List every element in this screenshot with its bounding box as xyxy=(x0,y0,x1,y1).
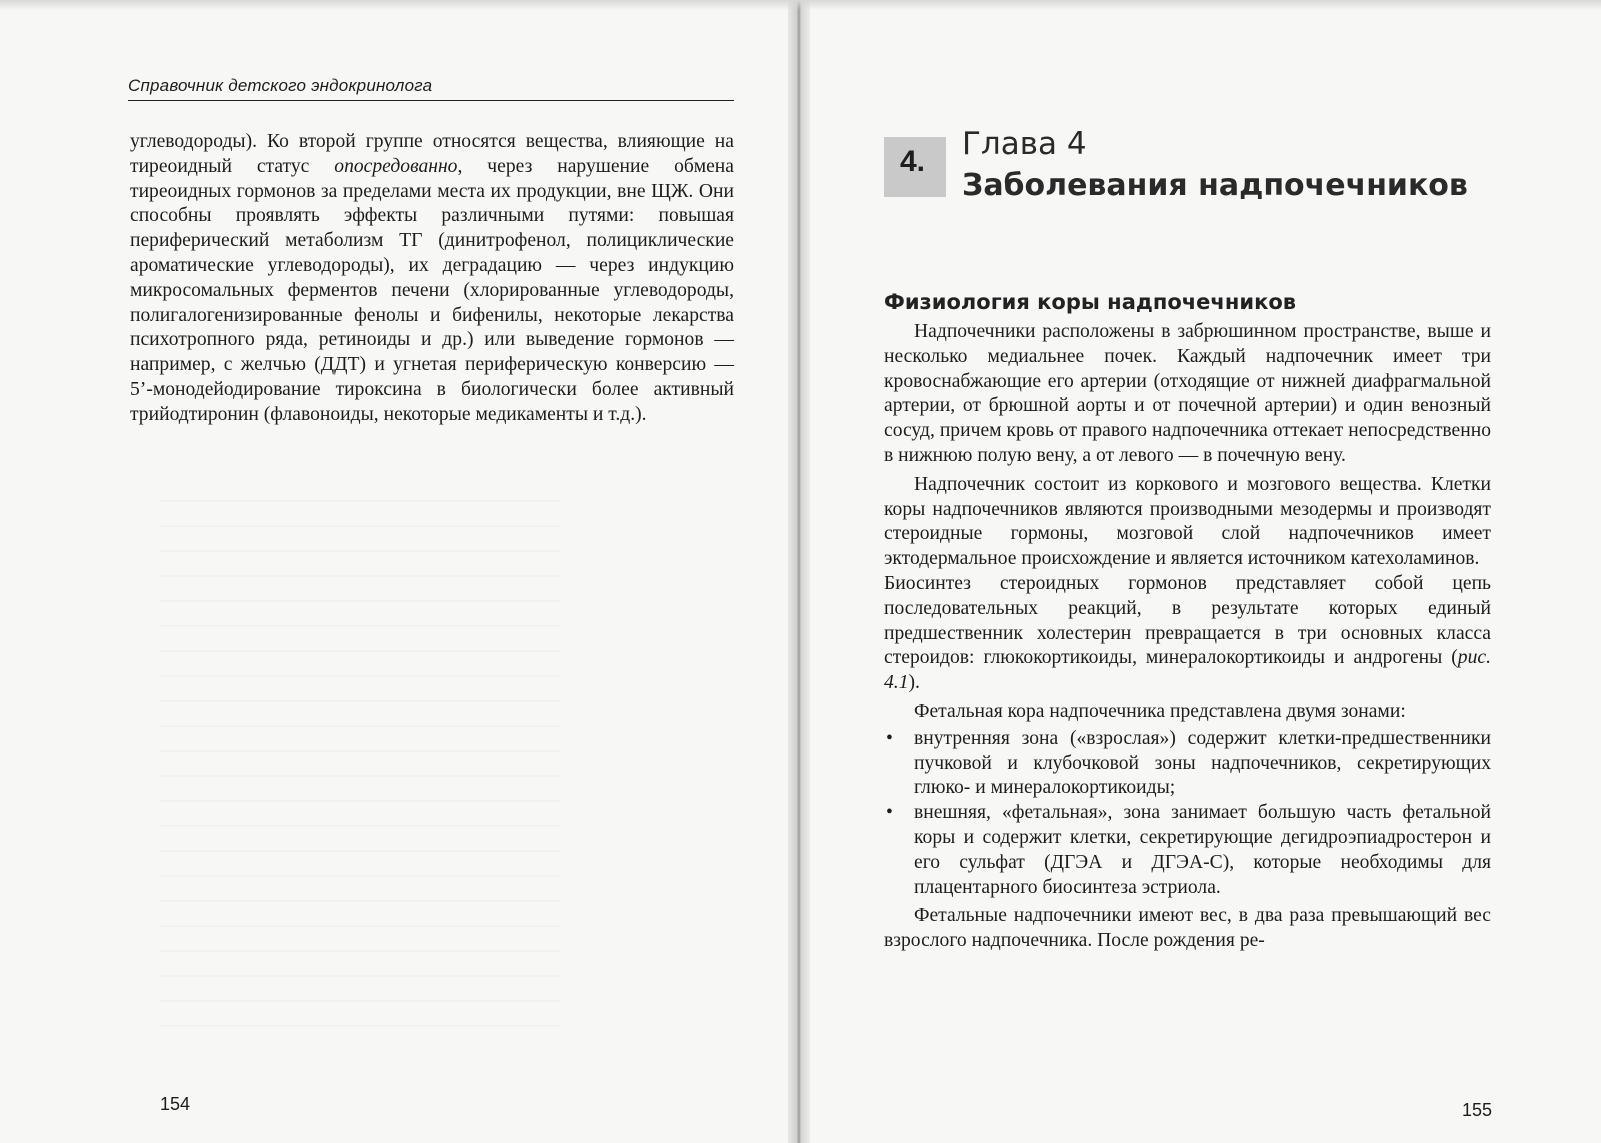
right-page-body xyxy=(884,320,1491,954)
bullet-icon: • xyxy=(886,727,893,749)
section-heading: Физиология коры надпочечников xyxy=(884,290,1297,314)
bullet-icon: • xyxy=(886,802,893,824)
page-number-left: 154 xyxy=(160,1094,191,1114)
paragraph-3-text: Биосинтез стероидных гормонов представляет собой цепь последовательных реакций, в результате которых единый предшественник холестерин превращается в три основных класса стероидов: глюкокортикоиды, минералокортикоиды и андрогены ( xyxy=(884,572,1491,669)
chapter-number: 4. xyxy=(900,145,926,178)
paragraph-text-continued: , через нарушение обмена тиреоидных гормонов за пределами места их продукции, вне ЩЖ. Они способны проявлять эффекты различными путями: повышая периферический метаболизм ТГ (динитрофенол, полициклические ароматические углеводороды), их деградацию — через индукцию микросомальных ферментов печени (хлорированные углеводороды, полигалогенизированные фенолы и бифенилы, некоторые лекарства психотропного ряда, ретиноиды и др.) или выведение гормонов — например, с желчью (ДДТ) и угнетая периферическую конверсию — 5’-монодейодирование тироксина в биологически более активный трийодтиронин (флавоноиды, некоторые медикаменты и т.д.). xyxy=(130,155,734,425)
list-item-text: внутренняя зона («взрослая») содержит клетки-предшественники пучковой и клубочковой зоны надпочечников, секретирующих глюко- и минералокортикоиды; xyxy=(914,727,1491,799)
list-item-text: внешняя, «фетальная», зона занимает большую часть фетальной коры и содержит клетки, секретирующие дегидроэпиадростерон и его сульфат (ДГЭА и ДГЭА-С), которые необходимы для плацентарного биосинтеза эстриола. xyxy=(914,802,1491,898)
body-paragraph-3 xyxy=(884,572,1491,696)
book-gutter xyxy=(788,0,810,1143)
page-number-right: 155 xyxy=(1462,1100,1493,1120)
body-paragraph-2: Надпочечник состоит из коркового и мозгового вещества. Клетки коры надпочечников являются производными мезодермы и производят стероидные гормоны, мозговой слой надпочечников имеет эктодермальное происхождение и является источником катехоламинов. xyxy=(884,473,1491,570)
bullet-list xyxy=(884,727,1491,901)
emphasis-text: опосредованно xyxy=(334,155,458,177)
body-paragraph-1: Надпочечники расположены в забрюшинном пространстве, выше и несколько медиальнее почек. Каждый надпочечник имеет три кровоснабжающие его артерии (отходящие от нижней диафрагмальной артерии, от брюшной аорты и от почечной артерии) и один венозный сосуд, причем кровь от правого надпочечника оттекает непосредственно в нижнюю полую вену, а от левого — в почечную вену. xyxy=(884,321,1491,466)
body-paragraph-4: Фетальная кора надпочечника представлена двумя зонами: xyxy=(914,700,1406,722)
list-item xyxy=(884,801,1491,900)
paragraph-3-end: ). xyxy=(908,672,920,694)
list-item xyxy=(884,727,1491,801)
running-head: Справочник детского эндокринолога xyxy=(128,76,734,101)
body-paragraph xyxy=(130,130,734,428)
paragraph-text: углеводороды). Ко второй группе относятся вещества, влияющие на тиреоидный статус xyxy=(130,131,734,177)
page-top-shadow xyxy=(0,0,1601,10)
chapter-title: Заболевания надпочечников xyxy=(962,168,1468,203)
body-paragraph-5: Фетальные надпочечники имеют вес, в два раза превышающий вес взрослого надпочечника. После рождения ре- xyxy=(884,905,1491,952)
chapter-label: Глава 4 xyxy=(962,126,1087,162)
left-page-body xyxy=(130,130,734,428)
figure-reference: рис. 4.1 xyxy=(884,647,1491,694)
show-through-texture xyxy=(160,500,560,1040)
